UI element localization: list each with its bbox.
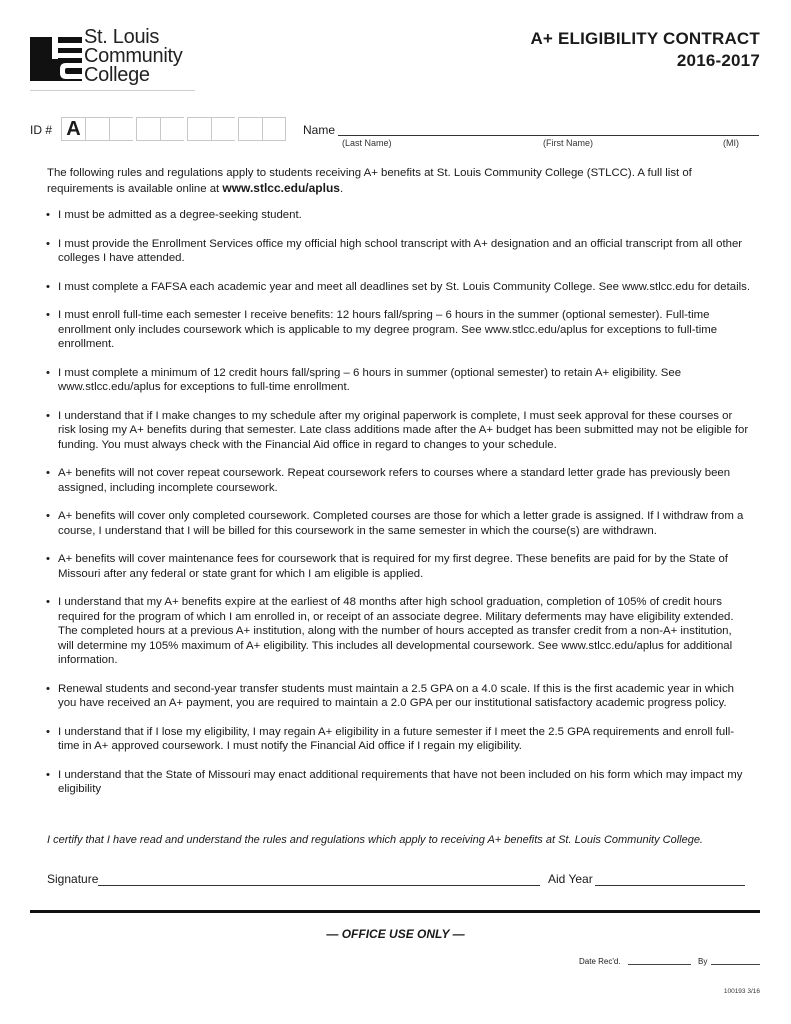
intro-end: .: [339, 182, 344, 195]
rule-item: • I understand that my A+ benefits expire at the earliest of 48 months after high school graduation, completion of 105% of credit hours required for the program of which I am enrolled in, or receipt of an associate degree. Military deferments may have eligibility extended. The completed hours at a previous A+ institution, along with the number of hours accepted as transfer credit from a non-A+ institution, will determine my 105% maximum of A+ eligibility. This includes all developmental coursework. See www.stlcc.edu/aplus for additional information.: [45, 595, 750, 668]
logo-line-2: Community: [84, 45, 183, 67]
id-digit-box[interactable]: [85, 117, 109, 141]
date-received-label: Date Rec'd.: [579, 957, 621, 966]
received-by-input-line[interactable]: [711, 964, 760, 965]
id-digit-box[interactable]: [238, 117, 262, 141]
rule-item: • I must complete a FAFSA each academic year and meet all deadlines set by St. Louis Community College. See www.stlcc.edu for details.: [45, 280, 750, 295]
logo-line-3: College: [84, 64, 150, 86]
first-name-caption: (First Name): [543, 138, 593, 148]
logo-line-1: St. Louis: [84, 26, 160, 48]
id-digit-box[interactable]: [109, 117, 133, 141]
form-code: 100193 3/16: [723, 988, 760, 995]
name-label: Name: [303, 123, 336, 137]
id-digit-box[interactable]: [187, 117, 211, 141]
rule-item: • I must enroll full-time each semester I receive benefits: 12 hours fall/spring – 6 hours in the summer (optional semester). Full-time enrollment only includes coursework which is applicable to my degree program. See www.stlcc.edu/aplus for exceptions to full-time enrollment.: [45, 308, 750, 352]
signature-input-line[interactable]: [98, 885, 540, 886]
rule-item: • A+ benefits will cover only completed coursework. Completed courses are those for which a letter grade is assigned. If I withdraw from a course, I understand that I will be billed for this coursework in the same semester in which the course(s) are withdrawn.: [45, 509, 750, 538]
rule-item: • I understand that if I lose my eligibility, I may regain A+ eligibility in a future semester if I meet the 2.5 GPA requirements and enroll full-time in A+ approved coursework. I must notify the Financial Aid office if I regain my eligibility.: [45, 725, 750, 754]
signature-label: Signature: [47, 872, 99, 886]
form-title-line-1: A+ ELIGIBILITY CONTRACT: [530, 29, 760, 48]
intro-text: The following rules and regulations apply to students receiving A+ benefits at St. Louis Community College (STLCC). A full list of requirements is available online at: [47, 167, 692, 195]
id-digit-box[interactable]: [136, 117, 160, 141]
aid-year-input-line[interactable]: [595, 885, 745, 886]
received-by-label: By: [698, 957, 708, 966]
aid-year-label: Aid Year: [548, 872, 593, 886]
rules-list: [45, 208, 750, 797]
office-use-heading: — OFFICE USE ONLY —: [326, 927, 465, 941]
middle-initial-caption: (MI): [723, 138, 739, 148]
rule-item: • A+ benefits will cover maintenance fees for coursework that is required for my first degree. These benefits are paid for by the State of Missouri after any federal or state grant for which I am eligible is applied.: [45, 552, 750, 581]
certification-statement: I certify that I have read and understand the rules and regulations which apply to receiving A+ benefits at St. Louis Community College.: [47, 834, 703, 846]
college-logo: [30, 28, 200, 92]
rule-item: • Renewal students and second-year transfer students must maintain a 2.5 GPA on a 4.0 scale. If this is the first academic year in which you have received an A+ payment, you are required to maintain a 2.0 GPA per our institutional satisfactory academic progress policy.: [45, 682, 750, 711]
id-label: ID #: [30, 123, 53, 137]
rule-item: • I understand that the State of Missouri may enact additional requirements that have not been included on his form which may impact my eligibility: [45, 768, 750, 797]
rule-item: • A+ benefits will not cover repeat coursework. Repeat coursework refers to courses where a standard letter grade has previously been assigned, including incomplete coursework.: [45, 466, 750, 495]
logo-divider: [30, 90, 195, 91]
college-logo-mark-icon: [30, 33, 82, 85]
office-use-divider: [30, 910, 760, 913]
rule-item: • I understand that if I make changes to my schedule after my original paperwork is complete, I must seek approval for these courses or risk losing my A+ benefits during that semester. Late class additions made after the A+ budget has been submitted may not be eligible for funding. You must always check with the Financial Aid office in regard to changes to your schedule.: [45, 409, 750, 453]
date-received-input-line[interactable]: [628, 964, 691, 965]
rule-item: • I must complete a minimum of 12 credit hours fall/spring – 6 hours in summer (optional semester) to retain A+ eligibility. See www.stlcc.edu/aplus for exceptions to full-time enrollment.: [45, 366, 750, 395]
aplus-link[interactable]: www.stlcc.edu/aplus: [222, 180, 340, 195]
id-digit-box[interactable]: [160, 117, 184, 141]
id-digit-box[interactable]: [262, 117, 286, 141]
name-input-line[interactable]: [338, 135, 759, 136]
rule-item: • I must provide the Enrollment Services office my official high school transcript with A+ designation and an official transcript from all other colleges I have attended.: [45, 237, 750, 266]
id-prefix-box: A: [61, 117, 85, 141]
id-digit-box[interactable]: [211, 117, 235, 141]
college-logo-text: [84, 28, 182, 85]
id-number-field[interactable]: [61, 117, 286, 141]
form-title: [530, 28, 760, 72]
intro-paragraph: [47, 166, 747, 196]
rule-item: • I must be admitted as a degree-seeking student.: [45, 208, 750, 223]
form-title-year: 2016-2017: [676, 51, 760, 70]
last-name-caption: (Last Name): [342, 138, 392, 148]
